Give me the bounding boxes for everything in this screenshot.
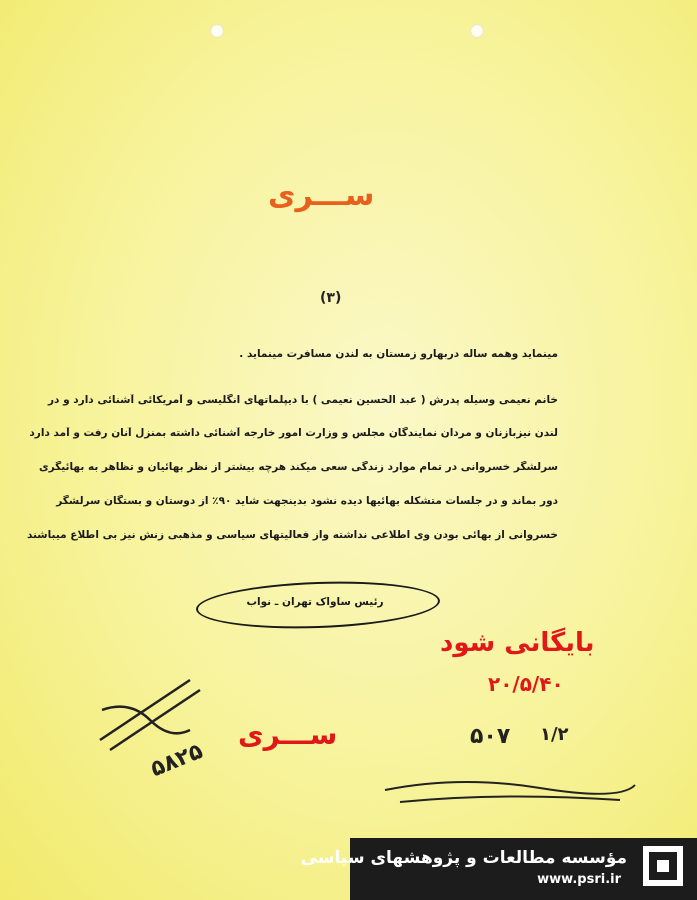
- text-line: خانم نعیمی وسیله پدرش ( عبد الحسین نعیمی ) با دیپلماتهای انگلیسی و آمریکائی آشنائی دارد و در: [47, 394, 558, 406]
- handwritten-underline: [380, 770, 640, 810]
- archive-date: ۲۰/۵/۴۰: [488, 672, 564, 696]
- archive-stamp: بایگانی شود: [440, 628, 595, 658]
- institute-name: مؤسسه مطالعات و پژوهشهای سیاسی: [300, 848, 627, 868]
- hand-fraction: ۱/۲: [540, 724, 569, 745]
- text-line: مینماید وهمه ساله دربهارو زمستان به لندن مسافرت مینماید .: [239, 348, 558, 360]
- text-line: خسروانی از بهائی بودن وی اطلاعی نداشته واز فعالیتهای سیاسی و مذهبی زنش نیز بی اطلاع میباشند: [26, 529, 558, 541]
- hand-number-right: ۵۰۷: [470, 724, 511, 749]
- secret-stamp-bottom: ســـری: [238, 718, 338, 751]
- text-line: لندن نیزبازنان و مردان نمایندگان مجلس و وزارت امور خارجه آشنائی داشته بمنزل آنان رفت و آمد دارد: [29, 427, 558, 439]
- psri-logo-icon: [643, 846, 683, 886]
- hand-number-left: ۵۸۲۵: [147, 738, 207, 783]
- punch-hole-right: [470, 24, 484, 38]
- text-line: دور بماند و در جلسات متشکله بهائیها دیده نشود بدینجهت شاید ۹۰٪ از دوستان و بستگان سرلشگر: [56, 495, 558, 507]
- punch-hole-left: [210, 24, 224, 38]
- signature-text: رئیس ساواک تهران ـ نواب: [246, 596, 384, 608]
- text-line: سرلشگر خسروانی در تمام موارد زندگی سعی میکند هرچه بیشتر از نظر بهائیان و تظاهر به بهائیگری: [38, 461, 558, 473]
- secret-stamp-top: ســـری: [268, 178, 375, 213]
- institute-url[interactable]: www.psri.ir: [537, 872, 621, 887]
- page-number: (۳): [320, 290, 342, 306]
